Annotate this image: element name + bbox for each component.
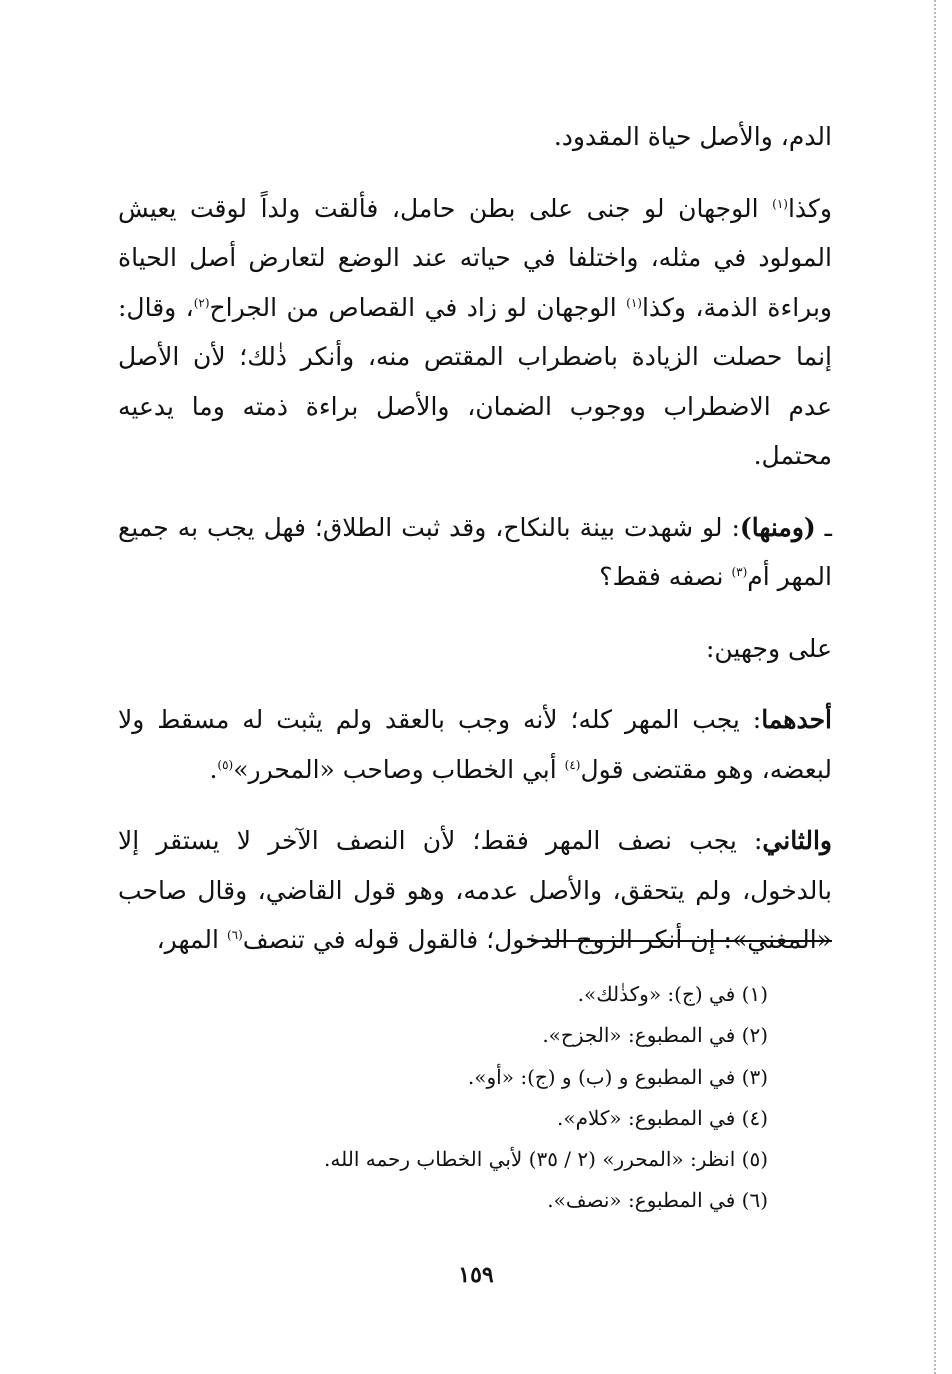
footnote: (٣) في المطبوع و (ب) و (ج): «أو».: [467, 1064, 768, 1089]
bold-term: (ومنها): [739, 512, 816, 542]
paragraph-4: [118, 624, 832, 674]
footnote-marker: (١): [772, 196, 788, 211]
page-edge-dotted-line: [934, 0, 936, 1374]
footnote-separator: [531, 940, 832, 942]
footnote-marker: (٢): [193, 295, 210, 310]
text-run: المهر،: [156, 925, 227, 954]
footnote-marker: (٤): [564, 757, 581, 772]
paragraph-5: [118, 695, 832, 794]
bold-term: أحدهما: [761, 705, 832, 734]
text-run: : يجب نصف المهر فقط؛ لأن النصف الآخر لا يستقر إلا بالدخول، ولم يتحقق، والأصل عدمه، وهو قول القاضي، وقال صاحب «المغني»: إن أنكر الزوج الدخول؛ فالقول قوله في تنصف: [118, 826, 832, 954]
text-run: ـ: [815, 512, 832, 542]
footnote: (٦) في المطبوع: «نصف».: [547, 1188, 768, 1213]
text-run: .: [209, 754, 218, 784]
text-run: : لو شهدت بينة بالنكاح، وقد ثبت الطلاق؛ فهل يجب به جميع المهر أم: [118, 512, 832, 591]
text-run: أبي الخطاب وصاحب «المحرر»: [233, 754, 565, 784]
text-run: الوجهان لو جنى على بطن حامل، فألقت ولداً لوقت يعيش المولود في مثله، واختلفا في حياته عند الوضع لتعارض أصل الحياة وبراءة الذمة، وكذا: [118, 193, 833, 322]
bold-term: والثاني: [762, 826, 832, 855]
footnote: (٤) في المطبوع: «كلام».: [557, 1105, 768, 1130]
paragraph-3: [118, 503, 832, 602]
footnote-marker: (٥): [217, 757, 234, 772]
text-run: وكذا: [787, 193, 832, 223]
page-number: ١٥٩: [458, 1262, 494, 1288]
text-run: نصفه فقط؟: [599, 562, 732, 591]
footnote-marker: (١): [626, 295, 642, 310]
paragraph-1: [118, 112, 832, 162]
footnote: (٢) في المطبوع: «الجزح».: [542, 1023, 768, 1048]
text-run: : يجب المهر كله؛ لأنه وجب بالعقد ولم يثبت له مسقط ولا لبعضه، وهو مقتضى قول: [118, 705, 832, 784]
footnotes: [118, 974, 768, 1222]
paragraph-6: [118, 816, 832, 965]
footnote-marker: (٦): [226, 928, 243, 942]
text-run: على وجهين:: [705, 633, 832, 663]
footnote-marker: (٣): [731, 565, 748, 579]
text-run: ، وقال: إنما حصلت الزيادة باضطراب المقتص منه، وأنكر ذٰلك؛ لأن الأصل عدم الاضطراب ووجوب الضمان، والأصل براءة ذمته وما يدعيه محتمل.: [118, 292, 832, 470]
footnote: (١) في (ج): «وكذٰلك».: [577, 982, 768, 1006]
paragraph-2: [118, 184, 832, 481]
main-text: [118, 112, 832, 965]
footnote: (٥) انظر: «المحرر» (٢ / ٣٥) لأبي الخطاب رحمه الله.: [324, 1147, 768, 1172]
text-run: الدم، والأصل حياة المقدود.: [553, 122, 832, 151]
text-run: الوجهان لو زاد في القصاص من الجراح: [209, 292, 627, 322]
